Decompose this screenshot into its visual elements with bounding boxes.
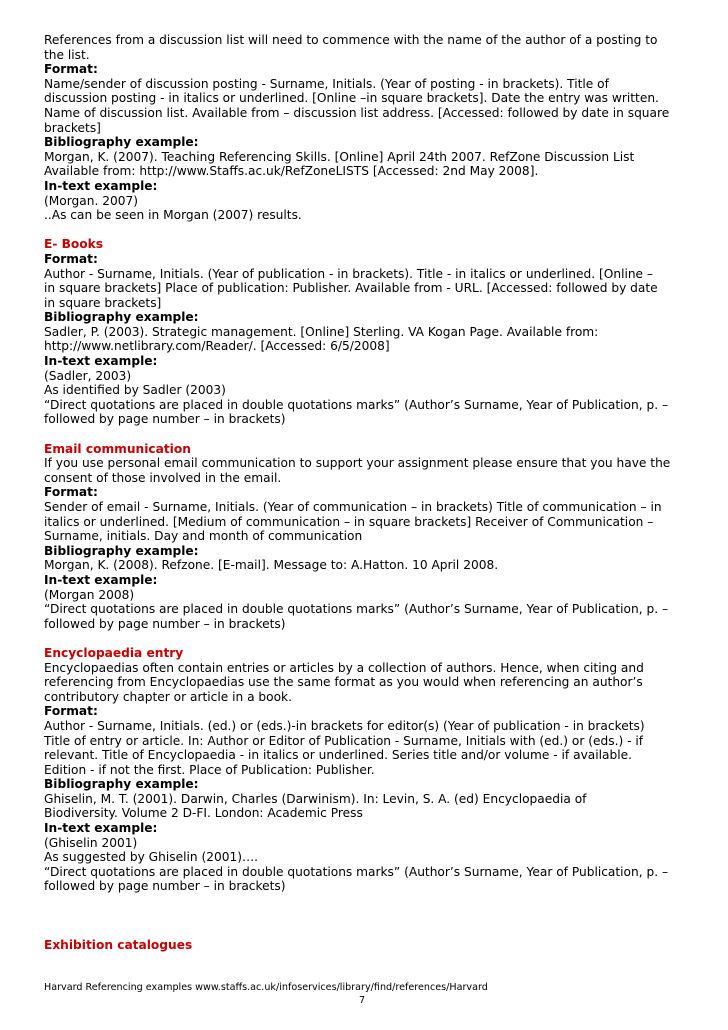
- encyclopaedia-format: [44, 719, 684, 777]
- text-line: (Morgan. 2007): [44, 193, 138, 208]
- text-line: in square brackets]: [44, 295, 162, 310]
- email-format: [44, 500, 684, 544]
- text-line: followed by page number – in brackets): [44, 879, 286, 894]
- text-line: Title of entry or article. In: Author or Editor of Publication - Surname, Initials with (ed.) or (eds.) - if: [44, 733, 644, 748]
- intext-label: In-text example:: [44, 821, 158, 836]
- bibliography-label: Bibliography example:: [44, 310, 199, 325]
- text-line: consent of those involved in the email.: [44, 470, 282, 485]
- bibliography-label: Bibliography example:: [44, 543, 199, 558]
- discussion-intext: [44, 194, 684, 223]
- text-line: Available from: http://www.Staffs.ac.uk/RefZoneLISTS [Accessed: 2nd May 2008].: [44, 164, 539, 179]
- text-line: “Direct quotations are placed in double quotations marks” (Author’s Surname, Year of Publication, p. –: [44, 602, 669, 617]
- footer-text: Harvard Referencing examples www.staffs.ac.uk/infoservices/library/find/references/Harvard: [44, 982, 488, 993]
- page-number: 7: [359, 995, 366, 1006]
- intext-label: In-text example:: [44, 572, 158, 587]
- format-label: Format:: [44, 485, 98, 500]
- text-line: Morgan, K. (2008). Refzone. [E-mail]. Message to: A.Hatton. 10 April 2008.: [44, 558, 499, 573]
- section-heading-email: Email communication: [44, 441, 191, 456]
- format-label: Format:: [44, 62, 98, 77]
- text-line: “Direct quotations are placed in double quotations marks” (Author’s Surname, Year of Publication, p. –: [44, 864, 669, 879]
- email-intro: [44, 456, 684, 485]
- text-line: brackets]: [44, 120, 101, 135]
- text-line: Name of discussion list. Available from – discussion list address. [Accessed: followed by date in square: [44, 105, 670, 120]
- ebooks-format: [44, 267, 684, 311]
- section-heading-exhibition: Exhibition catalogues: [44, 937, 193, 952]
- text-line: Surname, initials. Day and month of communication: [44, 529, 363, 544]
- encyclopaedia-intro: [44, 661, 684, 705]
- bibliography-label: Bibliography example:: [44, 777, 199, 792]
- text-line: Encyclopaedias often contain entries or articles by a collection of authors. Hence, when citing and: [44, 660, 644, 675]
- text-line: Ghiselin, M. T. (2001). Darwin, Charles (Darwinism). In: Levin, S. A. (ed) Encyclopaedia of: [44, 791, 587, 806]
- ebooks-intext: [44, 369, 684, 427]
- text-line: Sender of email - Surname, Initials. (Year of communication – in brackets) Title of communication – in: [44, 500, 662, 514]
- document-page: [44, 33, 684, 952]
- email-bibliography: [44, 558, 684, 573]
- text-line: Name/sender of discussion posting - Surname, Initials. (Year of posting - in brackets). Title of: [44, 76, 609, 91]
- text-line: Sadler, P. (2003). Strategic management. [Online] Sterling. VA Kogan Page. Available from:: [44, 324, 599, 339]
- discussion-bibliography: [44, 150, 684, 179]
- text-line: http://www.netlibrary.com/Reader/. [Accessed: 6/5/2008]: [44, 339, 390, 354]
- text-line: If you use personal email communication to support your assignment please ensure that you have the: [44, 456, 671, 471]
- text-line: followed by page number – in brackets): [44, 616, 286, 631]
- text-line: References from a discussion list will need to commence with the name of the author of a posting to: [44, 33, 658, 47]
- format-label: Format:: [44, 251, 98, 266]
- text-line: in square brackets] Place of publication: Publisher. Available from - URL. [Accessed: followed by date: [44, 281, 658, 296]
- text-line: As suggested by Ghiselin (2001)….: [44, 850, 259, 865]
- encyclopaedia-bibliography: [44, 792, 684, 821]
- text-line: relevant. Title of Encyclopaedia - in italics or underlined. Series title and/or volume - if available.: [44, 748, 632, 763]
- text-line: Edition - if not the first. Place of Publication: Publisher.: [44, 762, 375, 777]
- text-line: Biodiversity. Volume 2 D-FI. London: Academic Press: [44, 806, 363, 821]
- text-line: Author - Surname, Initials. (Year of publication - in brackets). Title - in italics or underlined. [Online –: [44, 266, 654, 281]
- text-line: the list.: [44, 47, 90, 62]
- text-line: ..As can be seen in Morgan (2007) results.: [44, 208, 302, 223]
- text-line: followed by page number – in brackets): [44, 412, 286, 427]
- encyclopaedia-intext: [44, 836, 684, 894]
- text-line: referencing from Encyclopaedias use the same format as you would when referencing an author’s: [44, 675, 643, 690]
- text-line: contributory chapter or article in a book.: [44, 689, 292, 704]
- text-line: As identified by Sadler (2003): [44, 383, 226, 398]
- text-line: Author - Surname, Initials. (ed.) or (eds.)-in brackets for editor(s) (Year of publication - in brackets): [44, 718, 645, 733]
- intext-label: In-text example:: [44, 354, 158, 369]
- text-line: (Ghiselin 2001): [44, 835, 138, 850]
- intext-label: In-text example:: [44, 178, 158, 193]
- email-intext: [44, 588, 684, 632]
- bibliography-label: Bibliography example:: [44, 135, 199, 150]
- text-line: (Sadler, 2003): [44, 368, 132, 383]
- section-heading-ebooks: E- Books: [44, 237, 104, 252]
- text-line: discussion posting - in italics or underlined. [Online –in square brackets]. Date the entry was written.: [44, 91, 659, 106]
- format-label: Format:: [44, 704, 98, 719]
- text-line: “Direct quotations are placed in double quotations marks” (Author’s Surname, Year of Publication, p. –: [44, 397, 669, 412]
- ebooks-bibliography: [44, 325, 684, 354]
- discussion-format: [44, 77, 684, 135]
- text-line: Morgan, K. (2007). Teaching Referencing Skills. [Online] April 24th 2007. RefZone Discussion List: [44, 149, 635, 164]
- text-line: italics or underlined. [Medium of communication – in square brackets] Receiver of Communication –: [44, 514, 654, 529]
- discussion-intro: [44, 33, 684, 62]
- section-heading-encyclopaedia: Encyclopaedia entry: [44, 645, 184, 660]
- text-line: (Morgan 2008): [44, 587, 135, 602]
